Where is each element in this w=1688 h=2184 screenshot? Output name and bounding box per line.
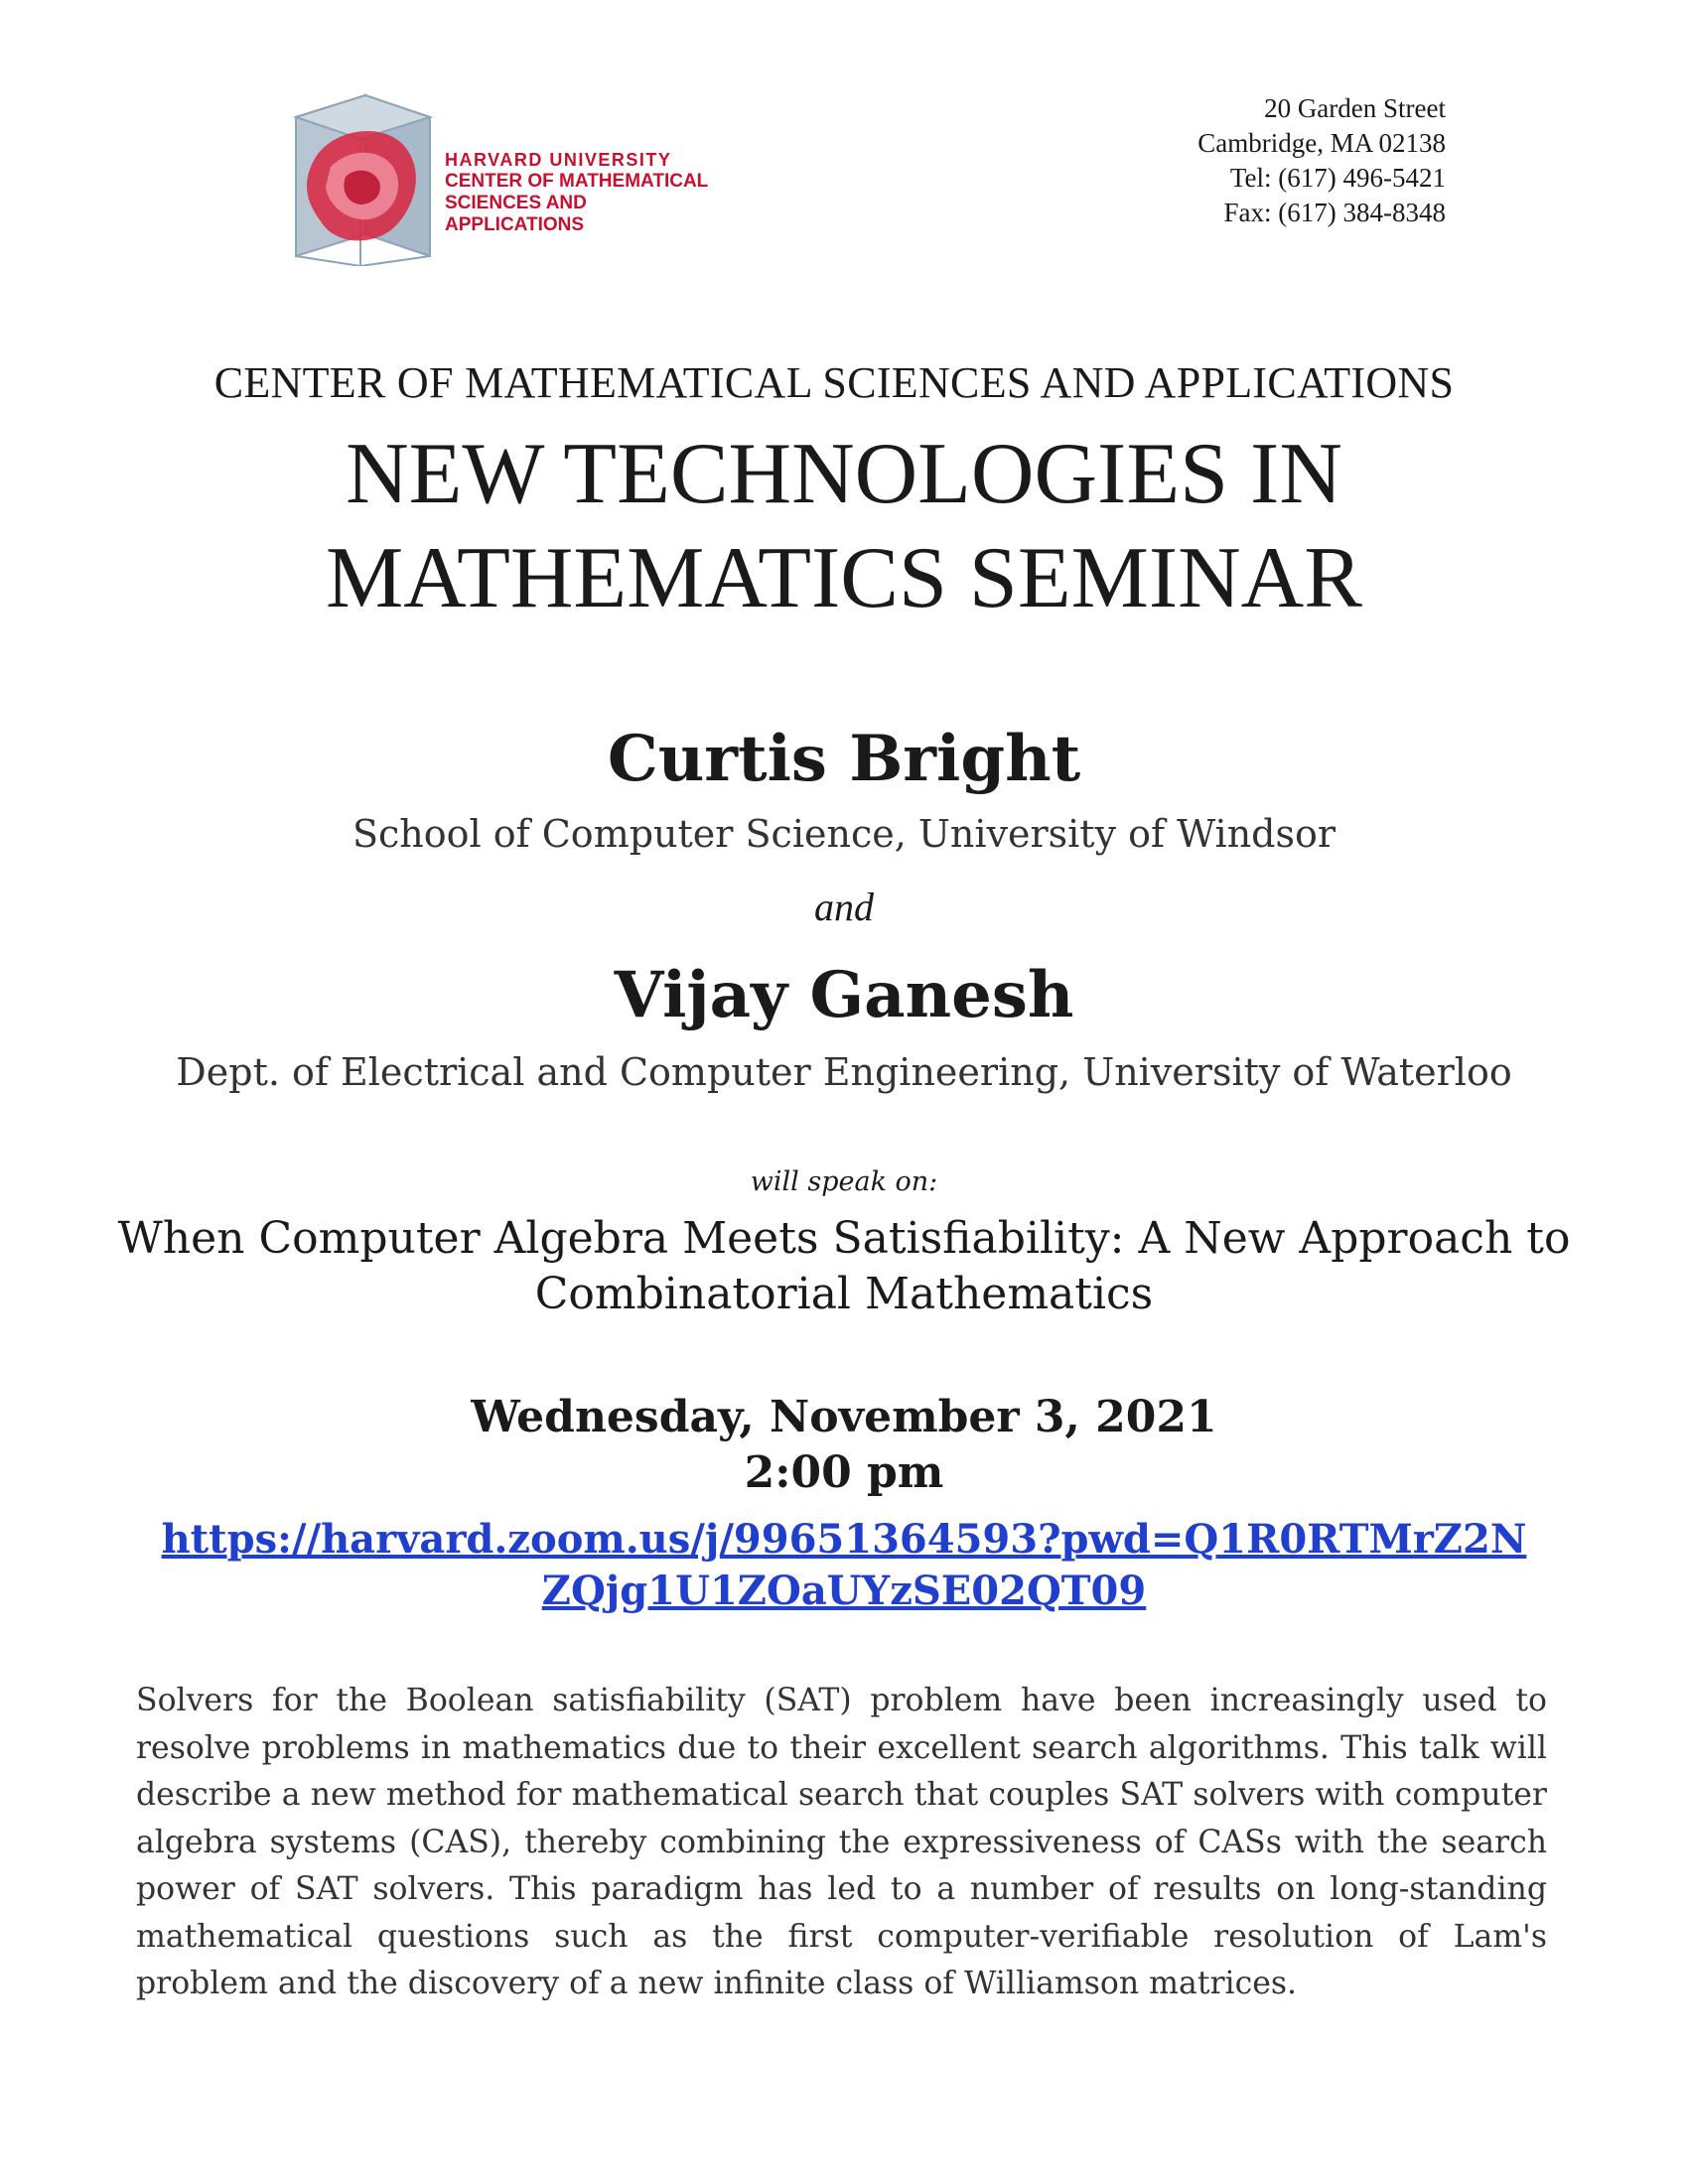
org-name: CENTER OF MATHEMATICAL SCIENCES AND APPLICATIONS [213, 358, 1455, 407]
zoom-link-line-2[interactable]: ZQjg1U1ZOaUYzSE02QT09 [541, 1568, 1147, 1614]
cmsa-logo [256, 87, 713, 266]
logo-wordmark [445, 149, 713, 236]
speaker-2-name: Vijay Ganesh [614, 958, 1074, 1032]
zoom-link[interactable] [0, 1514, 1688, 1617]
talk-title [0, 1211, 1688, 1322]
talk-title-line-2: Combinatorial Mathematics [534, 1269, 1154, 1319]
event-date: Wednesday, November 3, 2021 [471, 1392, 1217, 1442]
address-block [850, 91, 1446, 230]
logo-line-3: SCIENCES AND APPLICATIONS [445, 193, 587, 235]
connector-and: and [814, 885, 874, 929]
speaker-1-name: Curtis Bright [607, 722, 1081, 796]
seminar-title-line-1: NEW TECHNOLOGIES IN [346, 426, 1342, 522]
talk-title-line-1: When Computer Algebra Meets Satisfiability: A New Approach to [117, 1213, 1571, 1264]
speaker-1-affiliation: School of Computer Science, University of Windsor [352, 812, 1336, 856]
logo-line-2: CENTER OF MATHEMATICAL [445, 171, 709, 192]
logo-line-1: HARVARD UNIVERSITY [445, 150, 672, 170]
abstract-text: Solvers for the Boolean satisfiability (SAT) problem have been increasingly used to resolve problems in mathematics due to their excellent search algorithms. This talk will describe a new method for mathematical search that couples SAT solvers with computer algebra systems (CAS), thereby combining the expressiveness of CASs with the search power of SAT solvers. This paradigm has led to a number of results on long-standing mathematical questions such as the first computer-verifiable resolution of Lam's problem and the discovery of a new infinite class of Williamson matrices. [136, 1683, 1547, 2001]
event-time: 2:00 pm [744, 1447, 944, 1498]
seminar-title [0, 422, 1688, 630]
address-tel: Tel: (617) 496-5421 [1229, 163, 1446, 193]
seminar-title-line-2: MATHEMATICS SEMINAR [326, 530, 1362, 626]
zoom-link-line-1[interactable]: https://harvard.zoom.us/j/99651364593?pwd=Q1R0RTMrZ2N [161, 1516, 1527, 1563]
address-street: 20 Garden Street [1264, 93, 1446, 123]
address-city: Cambridge, MA 02138 [1197, 128, 1446, 158]
speaker-2-affiliation: Dept. of Electrical and Computer Engineering, University of Waterloo [176, 1050, 1512, 1094]
address-fax: Fax: (617) 384-8348 [1223, 198, 1446, 227]
event-datetime [0, 1390, 1688, 1501]
will-speak-label: will speak on: [750, 1166, 938, 1197]
